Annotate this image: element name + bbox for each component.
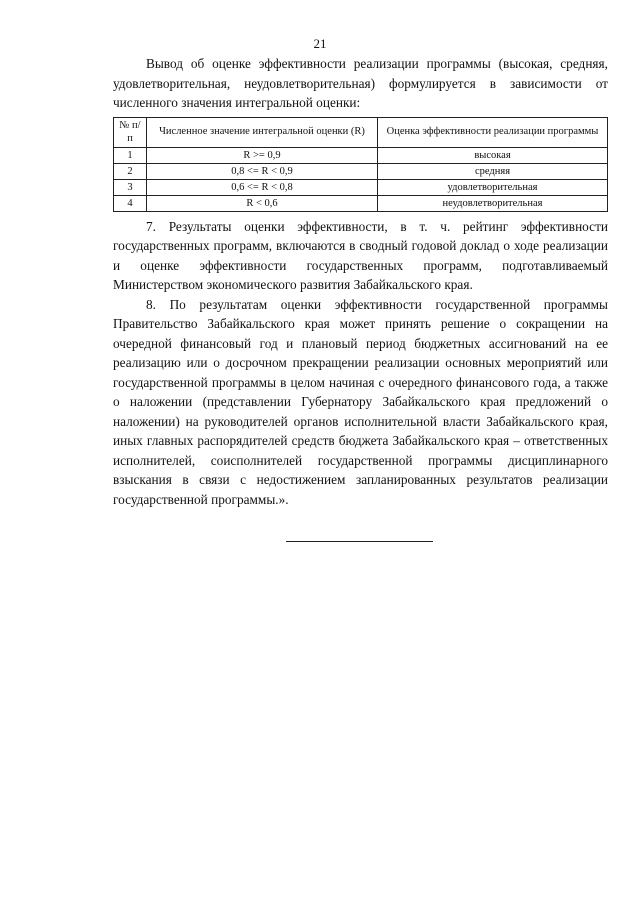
- closing-rule: [286, 541, 433, 542]
- table-row: [114, 179, 608, 195]
- row-number: 2: [114, 163, 147, 179]
- intro-paragraph: Вывод об оценке эффективности реализации программы (высокая, средняя, удовлетворительная, неудовлетворительная) формулируется в зависимости от численного значения интегральной оценки:: [113, 56, 608, 110]
- paragraph-7: 7. Результаты оценки эффективности, в т. ч. рейтинг эффективности государственных программ, включаются в сводный годовой доклад о ходе реализации и оценке эффективности государственных программ, подготавливаемый Министерством экономического развития Забайкальского края.: [113, 218, 608, 292]
- row-range: 0,6 <= R < 0,8: [147, 179, 378, 195]
- row-number: 1: [114, 147, 147, 163]
- row-rating: неудовлетворительная: [378, 195, 608, 211]
- paragraph-8: 8. По результатам оценки эффективности государственной программы Правительство Забайкальского края может принять решение о сокращении на очередной финансовый год и плановый период бюджетных ассигнований на ее реализацию или о досрочном прекращении реализации основных мероприятий или государственной программы в целом начиная с очередного финансового года, а также о наложении (представлении Губернатору Забайкальского края предложений о наложении) на руководителей органов исполнительной власти Забайкальского края, иных главных распорядителей средств бюджета Забайкальского края – ответственных исполнителей, соисполнителей государственной программы дисциплинарного взыскания в связи с недостижением запланированных результатов реализации государственной программы.».: [113, 296, 608, 507]
- table-row: [114, 147, 608, 163]
- header-integral-value: Численное значение интегральной оценки (R): [147, 117, 378, 147]
- row-range: R >= 0,9: [147, 147, 378, 163]
- header-number: № п/п: [114, 117, 147, 147]
- row-range: 0,8 <= R < 0,9: [147, 163, 378, 179]
- table-header-row: [114, 117, 608, 147]
- page-number: 21: [313, 36, 327, 51]
- table-row: [114, 195, 608, 211]
- row-range: R < 0,6: [147, 195, 378, 211]
- table-row: [114, 163, 608, 179]
- efficiency-table: [113, 117, 608, 212]
- row-rating: средняя: [378, 163, 608, 179]
- header-efficiency-rating: Оценка эффективности реализации программы: [378, 117, 608, 147]
- row-rating: высокая: [378, 147, 608, 163]
- row-number: 3: [114, 179, 147, 195]
- row-rating: удовлетворительная: [378, 179, 608, 195]
- document-body: [113, 54, 608, 509]
- row-number: 4: [114, 195, 147, 211]
